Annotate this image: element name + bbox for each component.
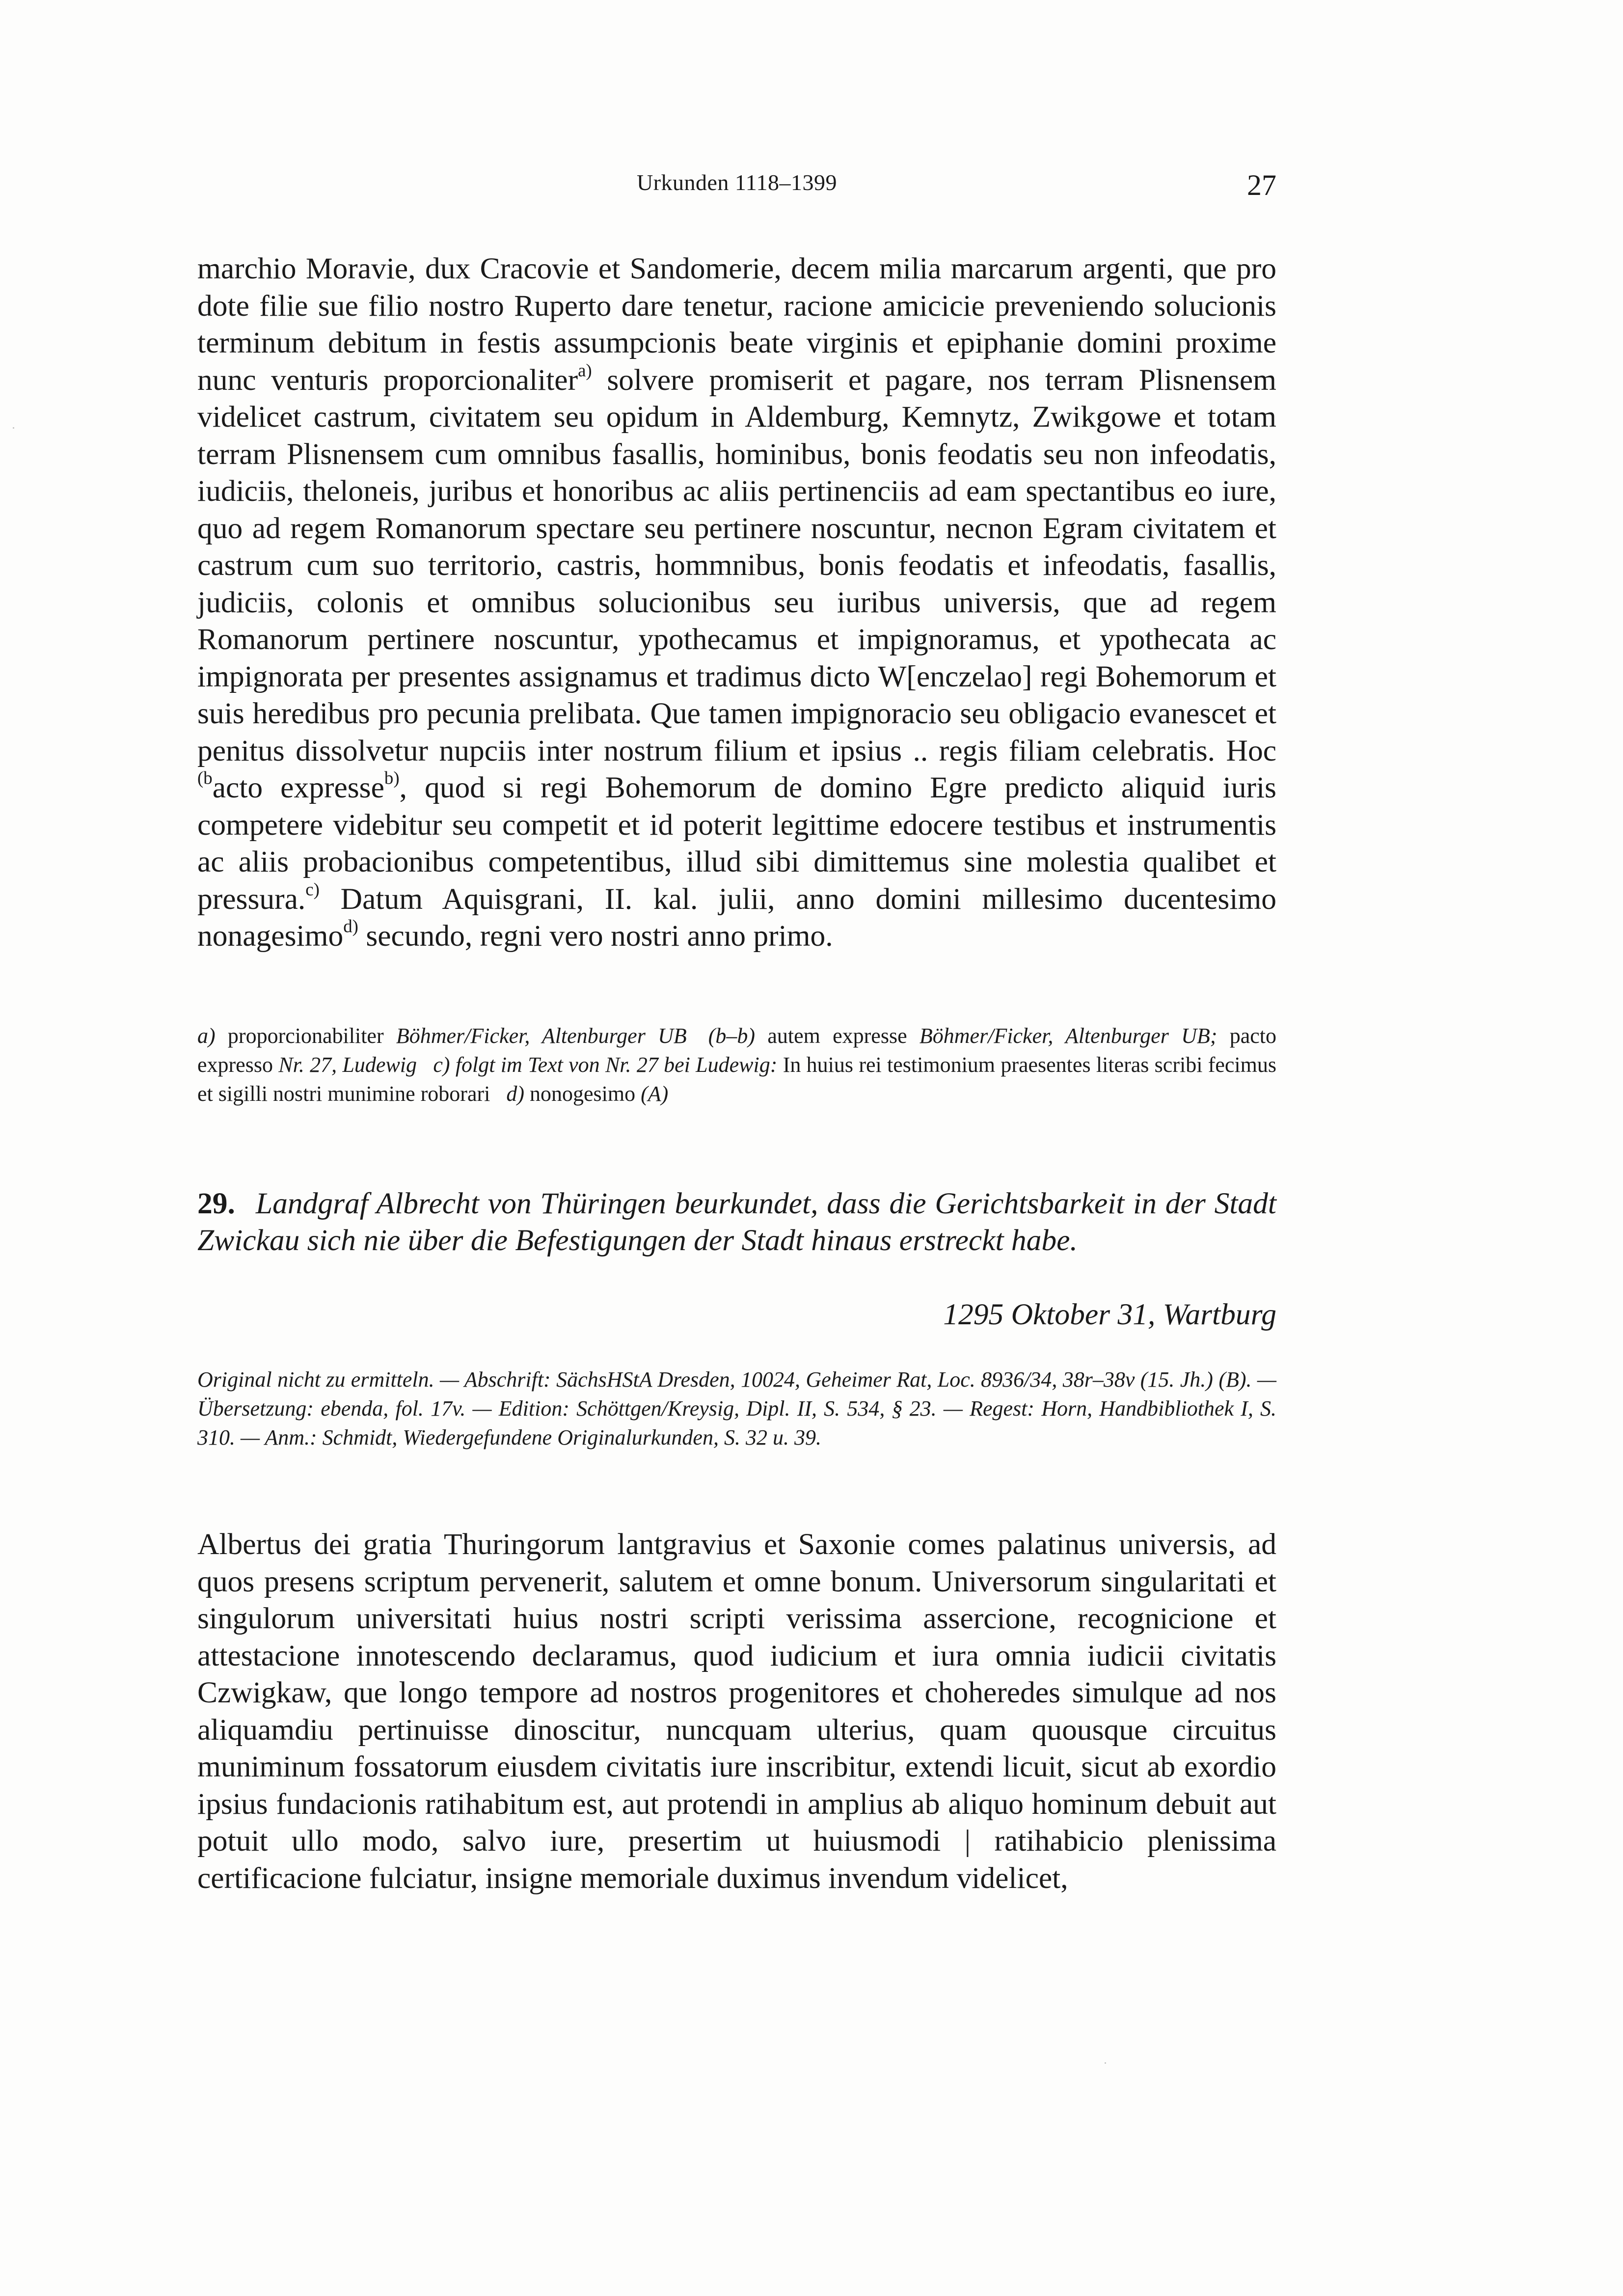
document-29-text xyxy=(197,1526,1276,1897)
text-segment: Datum Aquisgrani, II. kal. julii, anno domini millesimo ducentesimo nonagesimo xyxy=(197,882,1276,953)
document-28-text xyxy=(197,250,1276,955)
footnote-a-label: a) xyxy=(197,1024,216,1048)
date-place: 1295 Oktober 31, Wartburg xyxy=(943,1298,1276,1331)
document-29-date xyxy=(197,1296,1276,1333)
scan-speck xyxy=(13,427,14,429)
text-segment: solvere promiserit et pagare, nos terram Plisnensem videlicet castrum, civitatem seu opidum in Aldemburg, Kemnytz, Zwikgowe et totam terram Plisnensem cum omnibus fasallis, hominibus, bonis feodatis seu non infeodatis, iudiciis, theloneis, juribus et honoribus ac aliis pertinenciis ad eam spectantibus eo iure, quo ad regem Romanorum spectare seu pertinere noscuntur, necnon Egram civitatem et castrum cum suo territorio, castris, hommnibus, bonis feodatis et infeodatis, fasallis, judiciis, colonis et omnibus solucionibus seu iuribus universis, que ad regem Romanorum pertinere noscuntur, ypothecamus et impignoramus, et ypothecata ac impignorata per presentes assignamus et tradimus dicto W[enczelao] regi Bohemorum et suis heredibus pro pecunia prelibata. Que tamen impignoracio seu obligacio evanescet et penitus dissolvetur nupciis inter nostrum filium et ipsius .. regis filiam celebratis. Hoc xyxy=(197,363,1277,767)
footnote-mark-c: c) xyxy=(305,878,320,899)
footnote-mark-a: a) xyxy=(578,359,592,380)
text-segment: acto expresse xyxy=(212,771,384,804)
footnote-mark-d: d) xyxy=(343,916,358,936)
page-header xyxy=(197,164,1276,209)
charter-text: Albertus dei gratia Thuringorum lantgravius et Saxonie comes palatinus universis, ad quos presens scriptum pervenerit, salutem et omne bonum. Universorum singularitati et singulorum universitati huius nostri scripti verissima assercione, recognicione et attestacione innotescendo declaramus, quod iudicium et iura omnia iudicii civitatis Czwigkaw, que longo tempore ad nostros progenitores et choheredes simulque ad nos aliquamdiu pertinuisse dinoscitur, nuncquam ulterius, quam quousque circuitus muniminum fossatorum eiusdem civitatis iure inscribitur, extendi licuit, sicut ab exordio ipsius fundacionis ratihabitum est, aut protendi in amplius ab aliquo hominum debuit aut potuit ullo modo, salvo iure, presertim ut huiusmodi | ratihabicio plenissima certificacione fulciatur, insigne memoriale duximus invendum videlicet, xyxy=(197,1528,1276,1895)
footnote-c-text: In huius rei testimonium praesentes literas scribi fecimus et sigilli nostri munimine roborari xyxy=(197,1053,1277,1106)
footnote-d-text: nonogesimo xyxy=(524,1082,641,1106)
document-summary: Landgraf Albrecht von Thüringen beurkundet, dass die Gerichtsbarkeit in der Stadt Zwickau sich nie über die Befestigungen der Stadt hinaus erstreckt habe. xyxy=(197,1187,1276,1257)
footnote-a-source: Böhmer/Ficker, Altenburger UB xyxy=(396,1024,687,1048)
footnote-b-text: autem expresse xyxy=(755,1024,920,1048)
footnote-a-text: proporcionabiliter xyxy=(215,1024,396,1048)
footnote-b-source2: Nr. 27, Ludewig xyxy=(278,1053,417,1077)
document-number: 29. xyxy=(197,1187,235,1220)
document-29-heading xyxy=(197,1185,1276,1259)
document-heading xyxy=(197,1185,1276,1259)
running-title: Urkunden 1118–1399 xyxy=(636,170,838,195)
footnote-mark-b-open: (b xyxy=(197,767,213,788)
document-29-tradition xyxy=(197,1365,1276,1452)
text-segment: , quod si regi Bohemorum de domino Egre predicto aliquid iuris competere videbitur seu competit et id poterit legittime edocere testibus et instrumentis ac aliis probacionibus competentibus, illud sibi dimittemus sine molestia qualibet et pressura. xyxy=(197,771,1276,916)
text-segment: marchio Moravie, dux Cracovie et Sandomerie, decem milia marcarum argenti, que pro dote filie sue filio nostro Ruperto dare tenetur, racione amicicie preveniendo solucionis terminum debitum in festis assumpcionis beate virginis et epiphanie domini proxime nunc venturis proporcionaliter xyxy=(197,252,1276,397)
footnote-c-label: c) folgt im Text von Nr. 27 bei Ludewig: xyxy=(433,1053,778,1077)
footnote-b-label: (b–b) xyxy=(708,1024,756,1048)
footnotes xyxy=(197,1021,1276,1108)
scan-speck xyxy=(1105,2062,1106,2064)
tradition-note: Original nicht zu ermitteln. — Abschrift: SächsHStA Dresden, 10024, Geheimer Rat, Loc. 8936/34, 38r–38v (15. Jh.) (B). — Übersetzung: ebenda, fol. 17v. — Edition: Schöttgen/Kreysig, Dipl. II, S. 534, § 23. — Regest: Horn, Handbibliothek I, S. 310. — Anm.: Schmidt, Wiedergefundene Originalurkunden, S. 32 u. 39. xyxy=(197,1367,1276,1449)
footnote-d-source: (A) xyxy=(641,1082,669,1106)
footnote-b-text2: pacto expresso xyxy=(197,1024,1276,1077)
text-segment: secundo, regni vero nostri anno primo. xyxy=(358,919,833,953)
document-28-continuation xyxy=(197,250,1276,955)
footnote-b-source: Böhmer/Ficker, Altenburger UB; xyxy=(919,1024,1217,1048)
critical-apparatus xyxy=(197,1021,1276,1108)
footnote-d-label: d) xyxy=(506,1082,525,1106)
page-number: 27 xyxy=(1247,169,1276,201)
footnote-mark-b-close: b) xyxy=(384,767,400,788)
